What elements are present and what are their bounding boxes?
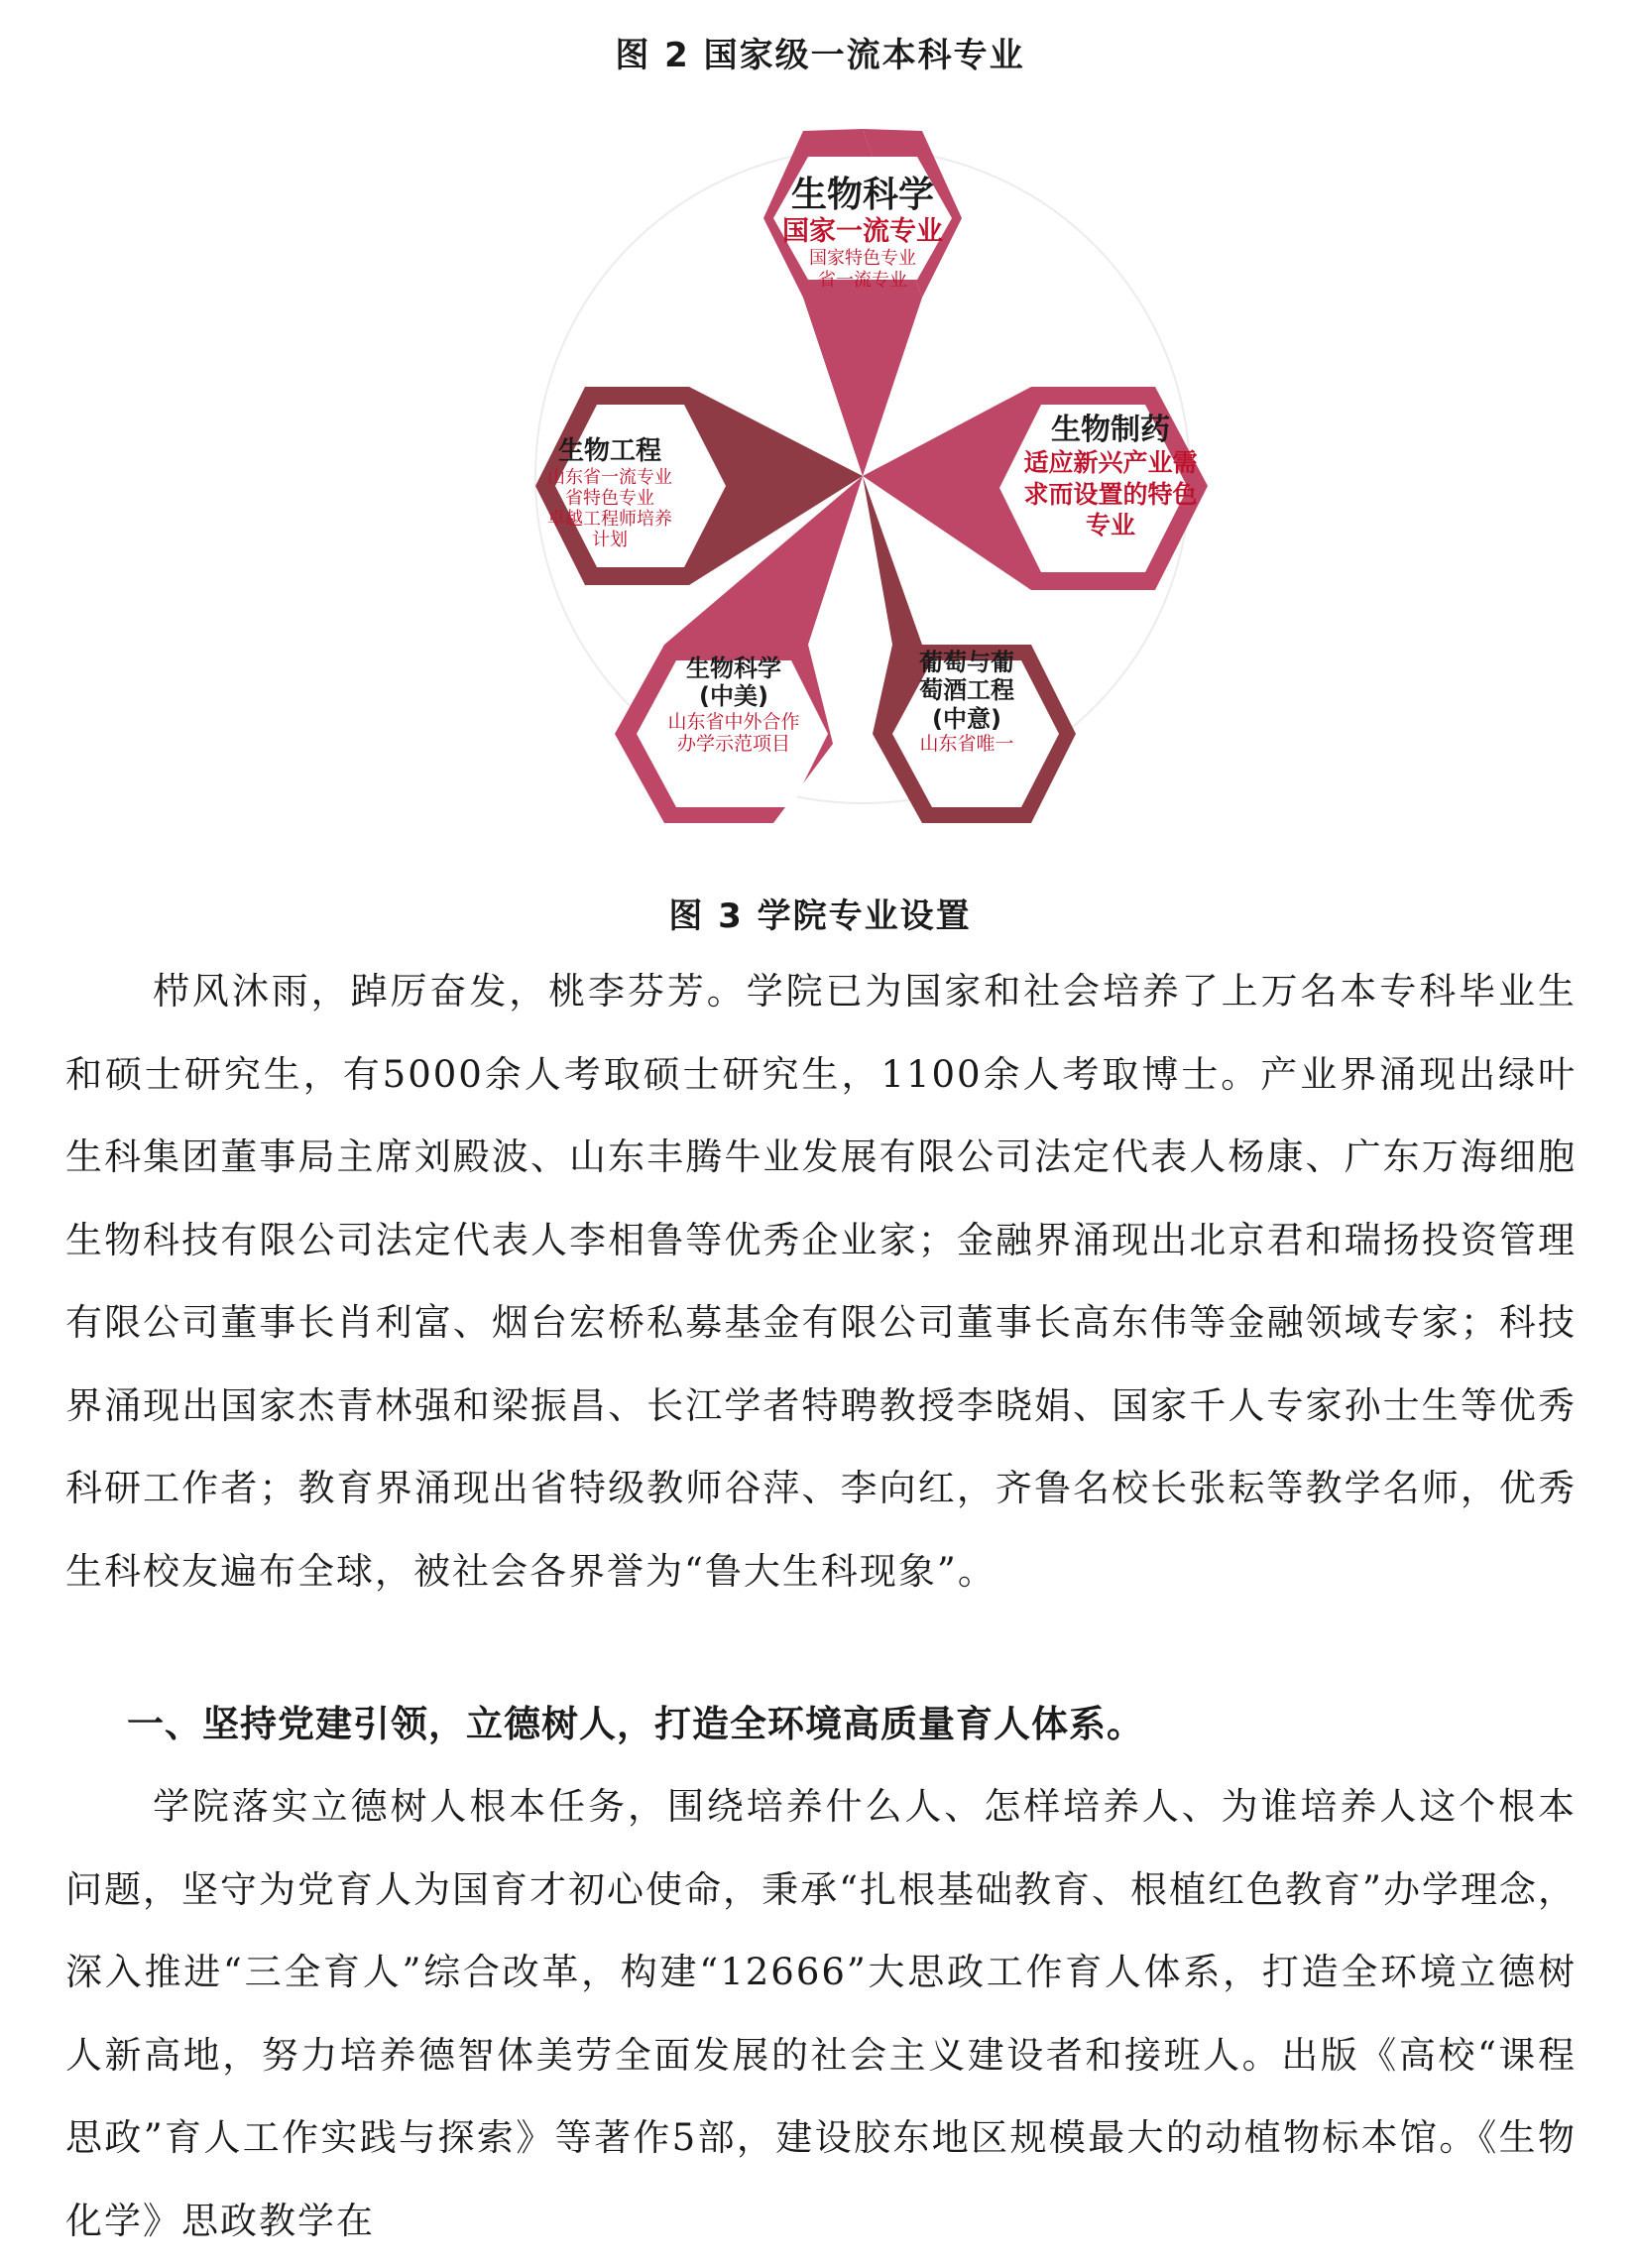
figure-2-caption: 图 2 国家级一流本科专业	[615, 36, 1025, 75]
node-top-note: 国家特色专业	[809, 248, 916, 270]
node-left-note: 计划	[592, 530, 628, 551]
node-br-name: 萄酒工程	[919, 676, 1014, 705]
node-left-note: 山东省一流专业	[547, 466, 672, 488]
node-right-desc: 求而设置的特色	[1023, 479, 1198, 509]
node-right-desc: 专业	[1085, 510, 1135, 539]
node-bl-note: 山东省中外合作	[667, 710, 800, 733]
node-viticulture-enology-sino-italian	[882, 649, 1051, 755]
node-br-name: (中意)	[932, 704, 1001, 733]
node-top-note: 省一流专业	[818, 269, 907, 291]
node-right-desc: 适应新兴产业需	[1023, 448, 1198, 478]
node-bl-name: (中美)	[699, 682, 768, 711]
node-left-note: 卓越工程师培养	[547, 509, 672, 531]
node-br-name: 葡萄与葡	[919, 649, 1014, 676]
node-bl-name: 生物科学	[686, 655, 781, 682]
node-bl-note: 办学示范项目	[676, 733, 790, 756]
node-br-note: 山东省唯一	[919, 732, 1014, 755]
section-heading-1: 一、坚持党建引领，立德树人，打造全环境高质量育人体系。	[127, 1703, 1144, 1745]
node-biological-science	[763, 175, 962, 291]
body-paragraph-party-building: 学院落实立德树人根本任务，围绕培养什么人、怎样培养人、为谁培养人这个根本问题，坚守为党育人为国育才初心使命，秉承“扎根基础教育、根植红色教育”办学理念，深入推进“三全育人”综合改革，构建“12666”大思政工作育人体系，打造全环境立德树人新高地，努力培养德智体美劳全面发展的社会主义建设者和接班人。出版《高校“课程思政”育人工作实践与探索》等著作5部，建设胶东地区规模最大的动植物标本馆。《生物化学》思政教学在	[65, 1785, 1577, 2242]
node-right-name: 生物制药	[1051, 413, 1170, 447]
node-biopharmaceutics	[1001, 413, 1220, 540]
node-top-rank: 国家一流专业	[782, 216, 943, 248]
figure-3-caption: 图 3 学院专业设置	[668, 896, 972, 936]
node-top-name: 生物科学	[790, 175, 934, 215]
node-biological-science-sino-us	[644, 655, 823, 755]
node-bioengineering	[526, 436, 694, 551]
major-setup-diagram	[466, 109, 1230, 843]
node-left-note: 省特色专业	[565, 487, 654, 509]
body-paragraph-alumni: 栉风沐雨，踔厉奋发，桃李芬芳。学院已为国家和社会培养了上万名本专科毕业生和硕士研究生，有5000余人考取硕士研究生，1100余人考取博士。产业界涌现出绿叶生科集团董事局主席刘殿波、山东丰腾牛业发展有限公司法定代表人杨康、广东万海细胞生物科技有限公司法定代表人李相鲁等优秀企业家；金融界涌现出北京君和瑞扬投资管理有限公司董事长肖利富、烟台宏桥私募基金有限公司董事长高东伟等金融领域专家；科技界涌现出国家杰青林强和梁振昌、长江学者特聘教授李晓娟、国家千人专家孙士生等优秀科研工作者；教育界涌现出省特级教师谷萍、李向红，齐鲁名校长张耘等教学名师，优秀生科校友遍布全球，被社会各界誉为“鲁大生科现象”。	[65, 970, 1577, 1593]
node-left-name: 生物工程	[557, 436, 661, 466]
